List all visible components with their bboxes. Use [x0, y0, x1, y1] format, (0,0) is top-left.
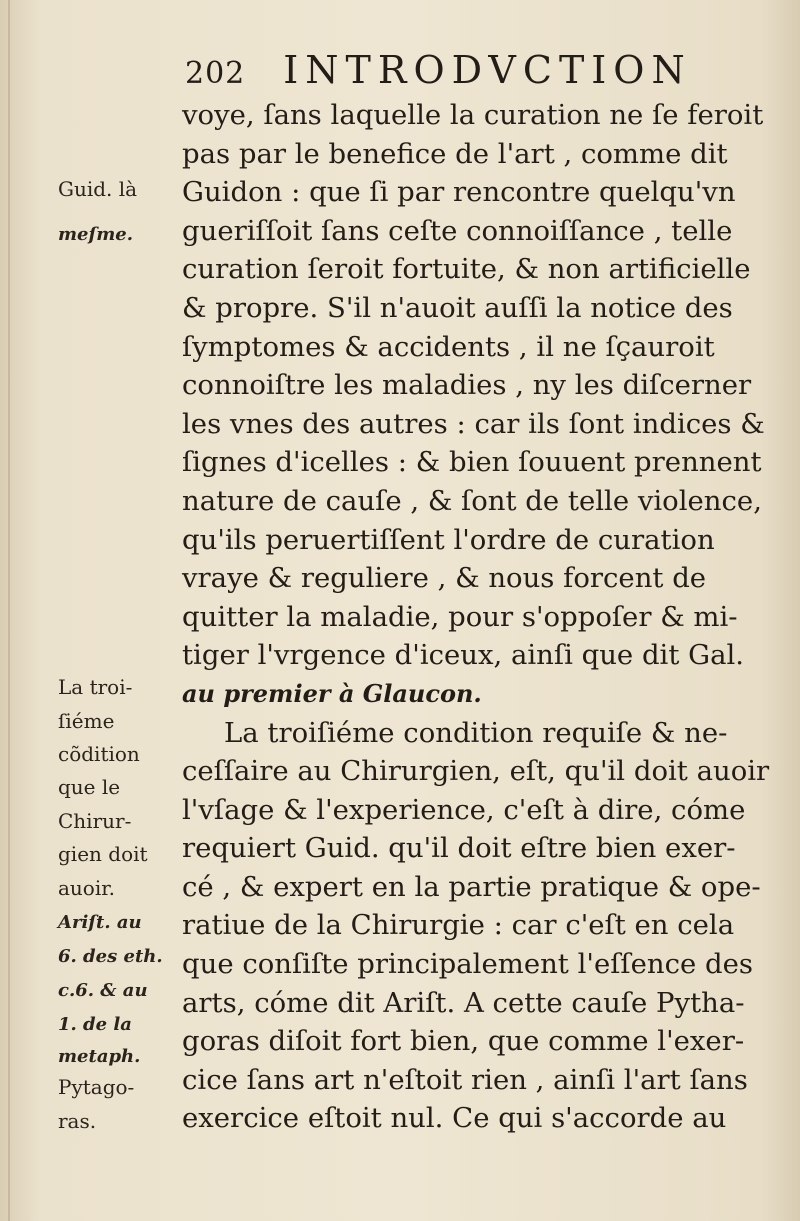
- running-head: INTRODVCTION: [283, 48, 692, 92]
- margin-note-line: c.6. & au: [58, 980, 148, 1001]
- text-line: pas par le benefice de l'art , comme dit: [182, 137, 728, 170]
- text-line: quitter la maladie, pour s'oppoſer & mi-: [182, 600, 738, 633]
- margin-note-line: gien doit: [58, 842, 148, 866]
- text-line: tiger l'vrgence d'iceux, ainſi que dit Gal.: [182, 639, 745, 672]
- margin-note-line: 6. des eth.: [58, 946, 163, 967]
- page-number: 202: [185, 56, 246, 91]
- margin-note-line: 1. de la: [58, 1014, 132, 1035]
- text-line: les vnes des autres : car ils ſont indices &: [182, 407, 765, 440]
- text-line-paragraph-start: La troiſiéme condition requiſe & ne-: [224, 716, 728, 749]
- text-line: que conſiſte principalement l'eſſence des: [182, 948, 753, 981]
- text-line: cé , & expert en la partie pratique & ope-: [182, 870, 761, 903]
- text-line: vraye & reguliere , & nous forcent de: [182, 562, 707, 595]
- text-line: l'vſage & l'experience, c'eſt à dire, cóme: [182, 793, 746, 826]
- text-line: exercice eſtoit nul. Ce qui s'accorde au: [182, 1102, 727, 1135]
- text-line: gueriſſoit ſans ceſte connoiſſance , telle: [182, 214, 733, 247]
- margin-note-line: metaph.: [58, 1046, 141, 1067]
- text-line: cice ſans art n'eſtoit rien , ainſi l'art ſans: [182, 1063, 748, 1096]
- text-line: goras diſoit fort bien, que comme l'exer-: [182, 1025, 745, 1058]
- text-line: curation ſeroit fortuite, & non artificielle: [182, 253, 751, 286]
- text-line: Guidon : que ſi par rencontre quelqu'vn: [182, 176, 736, 209]
- margin-note-line: Pytago-: [58, 1075, 135, 1099]
- page-header: [185, 48, 692, 98]
- text-line: ratiue de la Chirurgie : car c'eſt en cela: [182, 909, 735, 942]
- text-line: voye, ſans laquelle la curation ne ſe feroit: [182, 99, 764, 131]
- text-line: & propre. S'il n'auoit auſſi la notice des: [182, 291, 733, 324]
- margin-note-line: ras.: [58, 1109, 97, 1133]
- text-line-italic: au premier à Glaucon.: [182, 678, 482, 708]
- text-line: arts, cóme dit Ariſt. A cette cauſe Pytha-: [182, 986, 745, 1019]
- text-line: ſymptomes & accidents , il ne ſçauroit: [182, 330, 715, 363]
- page-gutter-edge: [8, 0, 10, 1221]
- text-line: nature de cauſe , & ſont de telle violence,: [182, 484, 762, 517]
- text-line: qu'ils peruertiſſent l'ordre de curation: [182, 523, 715, 556]
- margin-note-line: Chirur-: [58, 809, 132, 833]
- text-line: ceſſaire au Chirurgien, eſt, qu'il doit auoir: [182, 755, 770, 788]
- margin-note-line: auoir.: [58, 876, 115, 900]
- text-line: requiert Guid. qu'il doit eſtre bien exer-: [182, 832, 736, 865]
- margin-note-line: Guid. là: [58, 177, 138, 201]
- margin-note-line: cõdition: [58, 742, 140, 766]
- margin-note-line: meſme.: [58, 224, 134, 245]
- text-line: ſignes d'icelles : & bien ſouuent prennent: [182, 446, 762, 479]
- margin-note-line: ſiéme: [58, 709, 115, 733]
- margin-note-line: Ariſt. au: [58, 912, 142, 933]
- margin-note-line: La troi-: [58, 675, 133, 699]
- margin-note-line: que le: [58, 775, 121, 799]
- text-line: connoiſtre les maladies , ny les diſcerner: [182, 369, 752, 402]
- body-text: [182, 96, 770, 1138]
